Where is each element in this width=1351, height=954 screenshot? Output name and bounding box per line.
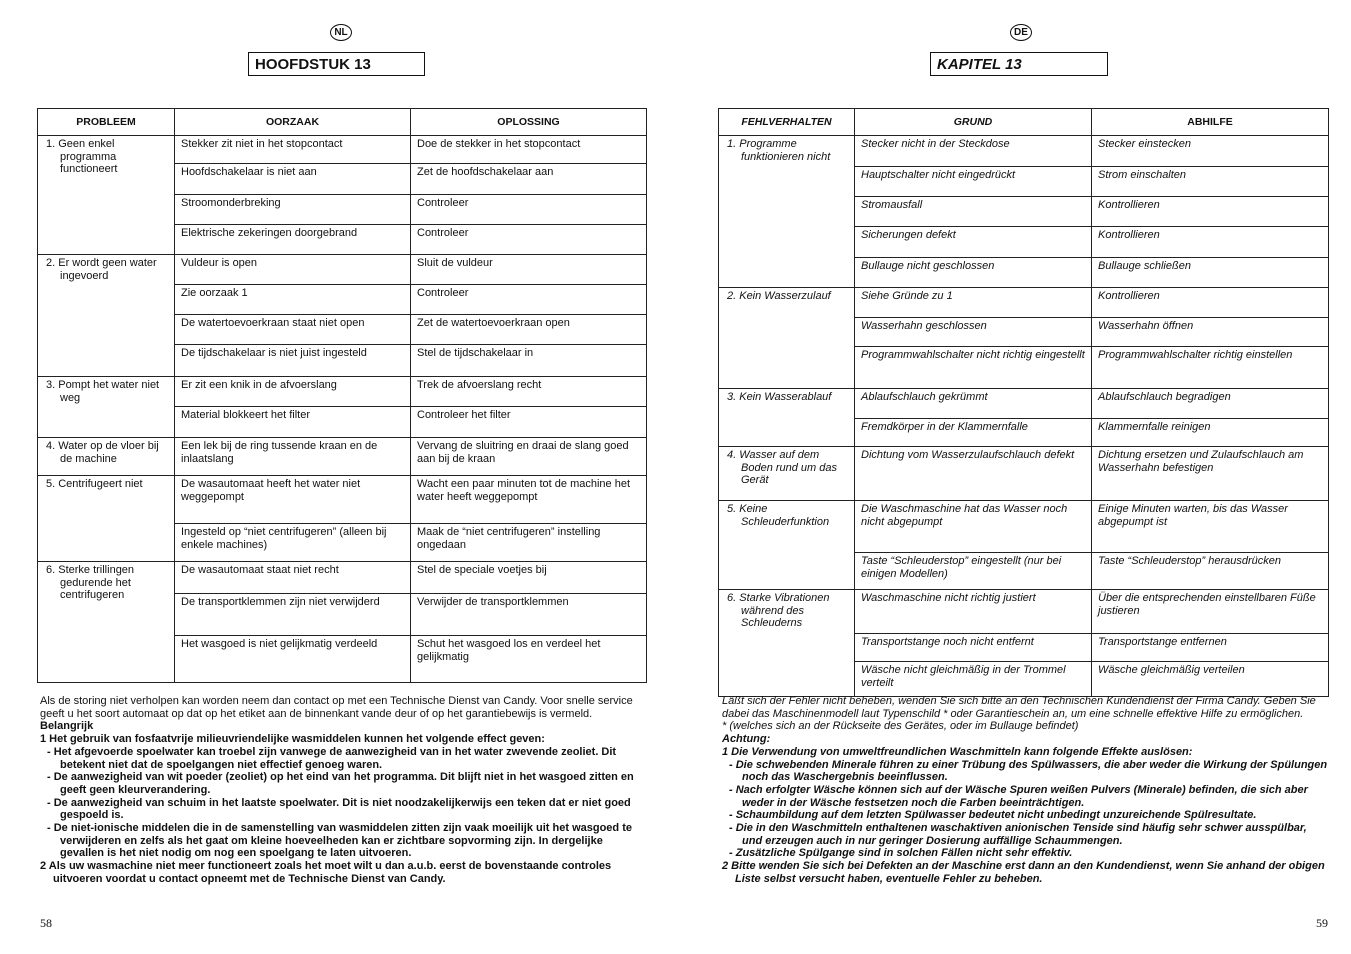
notes-section	[40, 695, 640, 886]
table-row	[38, 255, 647, 285]
note-bullet: - Die schwebenden Minerale führen zu einer Trübung des Spülwassers, die aber weder die Wirkung der Spülungen noch das Waschergebnis beeinflussen.	[729, 758, 1328, 784]
note-bullet: - Nach erfolgter Wäsche können sich auf der Wäsche Spuren weißen Pulvers (Minerale) befinden, die sich aber weder in der Wäsche festsetzen noch die Farben beeinträchtigen.	[729, 783, 1308, 809]
note-bullet: - De aanwezigheid van wit poeder (zeoliet) op het eind van het programma. Dit blijft niet in het wasgoed zitten en geeft geen kleurverandering.	[47, 771, 634, 796]
cause-cell: De tijdschakelaar is niet juist ingesteld	[175, 345, 411, 377]
problem-cell	[719, 590, 855, 697]
problem-text: 6. Starke Vibrationen während des Schleuderns	[727, 592, 830, 629]
table-row	[719, 501, 1329, 553]
troubleshooting-table	[37, 108, 647, 683]
note-bullet: - Het afgevoerde spoelwater kan troebel zijn vanwege de aanwezigheid van in het water zwevende zeoliet. Dit betekent niet dat de spoelgangen niet effectief genoeg waren.	[47, 745, 617, 771]
solution-cell: Wacht een paar minuten tot de machine het water heeft weggepompt	[411, 476, 647, 524]
chapter-title: KAPITEL 13	[930, 52, 1108, 76]
problem-cell	[38, 562, 175, 683]
header-cause: OORZAAK	[175, 109, 411, 136]
cause-cell: Wasserhahn geschlossen	[855, 318, 1092, 347]
cause-cell: Het wasgoed is niet gelijkmatig verdeeld	[175, 636, 411, 683]
cause-cell: Bullauge nicht geschlossen	[855, 258, 1092, 288]
solution-cell: Kontrollieren	[1092, 288, 1329, 318]
cause-cell: Stecker nicht in der Steckdose	[855, 136, 1092, 167]
solution-cell: Taste “Schleuderstop” herausdrücken	[1092, 553, 1329, 590]
solution-cell: Maak de “niet centrifugeren” instelling ongedaan	[411, 524, 647, 562]
note-point-2: 2 Bitte wenden Sie sich bei Defekten an der Maschine erst dann an den Kundendienst, wenn Sie anhand der obigen Liste selbst versucht haben, eventuelle Fehler zu beheben.	[722, 860, 1325, 885]
header-cause: GRUND	[855, 109, 1092, 136]
solution-cell: Stecker einstecken	[1092, 136, 1329, 167]
solution-cell: Klammernfalle reinigen	[1092, 419, 1329, 447]
problem-cell	[719, 447, 855, 501]
cause-cell: Taste “Schleuderstop” eingestellt (nur bei einigen Modellen)	[855, 553, 1092, 590]
page-left	[0, 0, 675, 954]
solution-cell: Kontrollieren	[1092, 197, 1329, 227]
table-row	[38, 438, 647, 476]
header-problem: FEHLVERHALTEN	[719, 109, 855, 136]
note-bullets	[40, 746, 640, 860]
cause-cell: De wasautomaat staat niet recht	[175, 562, 411, 594]
solution-cell: Verwijder de transportklemmen	[411, 594, 647, 636]
note-bullet: - De aanwezigheid van schuim in het laatste spoelwater. Dit is niet noodzakelijkerwijs een teken dat er niet goed gespoeld is.	[47, 796, 631, 822]
cause-cell: Stroomonderbreking	[175, 195, 411, 225]
problem-cell	[38, 377, 175, 438]
table-row	[38, 562, 647, 594]
cause-cell: Wäsche nicht gleichmäßig in der Trommel verteilt	[855, 662, 1092, 697]
solution-cell: Bullauge schließen	[1092, 258, 1329, 288]
table-header-row	[38, 109, 647, 136]
solution-cell: Ablaufschlauch begradigen	[1092, 389, 1329, 419]
solution-cell: Zet de watertoevoerkraan open	[411, 315, 647, 345]
table-row	[719, 136, 1329, 167]
table-row	[719, 288, 1329, 318]
problem-text: 6. Sterke trillingen gedurende het centrifugeren	[46, 564, 135, 601]
page-number: 59	[1316, 916, 1328, 930]
solution-cell: Programmwahlschalter richtig einstellen	[1092, 347, 1329, 389]
cause-cell: De watertoevoerkraan staat niet open	[175, 315, 411, 345]
solution-cell: Schut het wasgoed los en verdeel het gelijkmatig	[411, 636, 647, 683]
problem-cell	[719, 288, 855, 389]
note-bullet: - Schaumbildung auf dem letzten Spülwasser bedeutet nicht unbedingt unzureichende Spülresultate.	[729, 809, 1257, 822]
cause-cell: Hauptschalter nicht eingedrückt	[855, 167, 1092, 197]
cause-cell: Zie oorzaak 1	[175, 285, 411, 315]
cause-cell: Fremdkörper in der Klammernfalle	[855, 419, 1092, 447]
cause-cell: Waschmaschine nicht richtig justiert	[855, 590, 1092, 634]
note-point-2: 2 Als uw wasmachine niet meer functioneert zoals het moet wilt u dan a.u.b. eerst de bovenstaande controles uitvoeren voordat u contact opneemt met de Technische Dienst van Candy.	[40, 860, 612, 885]
solution-cell: Transportstange entfernen	[1092, 634, 1329, 662]
header-solution: OPLOSSING	[411, 109, 647, 136]
problem-cell	[719, 501, 855, 590]
problem-cell	[38, 255, 175, 377]
cause-cell: Dichtung vom Wasserzulaufschlauch defekt	[855, 447, 1092, 501]
problem-text: 1. Geen enkel programma functioneert	[46, 138, 118, 175]
header-solution: ABHILFE	[1092, 109, 1329, 136]
solution-cell: Über die entsprechenden einstellbaren Füße justieren	[1092, 590, 1329, 634]
cause-cell: Een lek bij de ring tussende kraan en de inlaatslang	[175, 438, 411, 476]
note-bullet: - Die in den Waschmitteln enthaltenen waschaktiven anionischen Tenside sind häufig sehr schwer ausspülbar, und erzeugen auch in nur geringer Dosierung auffällige Schaummengen.	[729, 822, 1307, 847]
table-row	[38, 377, 647, 407]
solution-cell: Dichtung ersetzen und Zulaufschlauch am Wasserhahn befestigen	[1092, 447, 1329, 501]
solution-cell: Kontrollieren	[1092, 227, 1329, 258]
cause-cell: De transportklemmen zijn niet verwijderd	[175, 594, 411, 636]
cause-cell: Stekker zit niet in het stopcontact	[175, 136, 411, 164]
notes-section	[722, 695, 1328, 886]
problem-cell	[719, 136, 855, 288]
solution-cell: Stel de speciale voetjes bij	[411, 562, 647, 594]
cause-cell: Er zit een knik in de afvoerslang	[175, 377, 411, 407]
solution-cell: Controleer	[411, 195, 647, 225]
note-heading: Achtung:	[722, 733, 771, 746]
table-row	[719, 590, 1329, 634]
problem-text: 2. Er wordt geen water ingevoerd	[46, 257, 157, 282]
note-bullet: - Zusätzliche Spülgange sind in solchen Fällen nicht sehr effektiv.	[729, 847, 1073, 860]
solution-cell: Wäsche gleichmäßig verteilen	[1092, 662, 1329, 697]
problem-text: 5. Centrifugeert niet	[46, 478, 143, 490]
problem-text: 3. Pompt het water niet weg	[46, 379, 160, 404]
solution-cell: Controleer	[411, 225, 647, 255]
chapter-title: HOOFDSTUK 13	[248, 52, 425, 76]
solution-cell: Stel de tijdschakelaar in	[411, 345, 647, 377]
problem-cell	[38, 476, 175, 562]
note-heading: Belangrijk	[40, 720, 94, 733]
table-row	[38, 476, 647, 524]
note-bullets	[722, 759, 1328, 861]
cause-cell: Programmwahlschalter nicht richtig eingestellt	[855, 347, 1092, 389]
cause-cell: Ingesteld op “niet centrifugeren” (alleen bij enkele machines)	[175, 524, 411, 562]
cause-cell: Material blokkeert het filter	[175, 407, 411, 438]
note-bullet: - De niet-ionische middelen die in de samenstelling van wasmiddelen zitten zijn vaak moeilijk uit het wasgoed te verwijderen en zelfs als het gaat om kleine hoeveelheden kan er zichtbare sopvorming zijn. In dergelijke gevallen is het niet nodig om nog een spoelgang te laten uitvoeren.	[47, 822, 632, 860]
solution-cell: Vervang de sluitring en draai de slang goed aan bij de kraan	[411, 438, 647, 476]
cause-cell: Sicherungen defekt	[855, 227, 1092, 258]
solution-cell: Controleer het filter	[411, 407, 647, 438]
language-badge-de: DE	[1010, 24, 1032, 41]
solution-cell: Einige Minuten warten, bis das Wasser abgepumpt ist	[1092, 501, 1329, 553]
problem-cell	[38, 136, 175, 255]
problem-cell	[38, 438, 175, 476]
page-number: 58	[40, 916, 52, 930]
troubleshooting-table	[718, 108, 1329, 697]
problem-text: 2. Kein Wasserzulauf	[727, 290, 831, 302]
header-problem: PROBLEEM	[38, 109, 175, 136]
problem-text: 5. Keine Schleuderfunktion	[727, 503, 830, 528]
table-header-row	[719, 109, 1329, 136]
solution-cell: Wasserhahn öffnen	[1092, 318, 1329, 347]
note-intro: Läßt sich der Fehler nicht beheben, wenden Sie sich bitte an den Technischen Kundendienst der Firma Candy. Geben Sie dabei das Maschinenmodell laut Typenschild * oder Garantieschein an, um eine schnelle effektive Hilfe zu ermöglichen.	[722, 695, 1316, 720]
cause-cell: Siehe Gründe zu 1	[855, 288, 1092, 318]
solution-cell: Strom einschalten	[1092, 167, 1329, 197]
cause-cell: Die Waschmaschine hat das Wasser noch nicht abgepumpt	[855, 501, 1092, 553]
problem-cell	[719, 389, 855, 447]
cause-cell: Ablaufschlauch gekrümmt	[855, 389, 1092, 419]
problem-text: 4. Water op de vloer bij de machine	[46, 440, 159, 465]
table-row	[719, 447, 1329, 501]
cause-cell: Transportstange noch nicht entfernt	[855, 634, 1092, 662]
problem-text: 3. Kein Wasserablauf	[727, 391, 832, 403]
table-row	[719, 389, 1329, 419]
cause-cell: Hoofdschakelaar is niet aan	[175, 164, 411, 195]
problem-text: 1. Programme funktionieren nicht	[727, 138, 831, 163]
cause-cell: Stromausfall	[855, 197, 1092, 227]
page-right	[676, 0, 1351, 954]
note-intro: Als de storing niet verholpen kan worden neem dan contact op met een Technische Dienst van Candy. Voor snelle service geeft u het soort automaat op dat op het etiket aan de binnenkant vande deur of op het garantiebewijs is vermeld.	[40, 695, 633, 720]
table-row	[38, 136, 647, 164]
solution-cell: Zet de hoofdschakelaar aan	[411, 164, 647, 195]
solution-cell: Controleer	[411, 285, 647, 315]
solution-cell: Sluit de vuldeur	[411, 255, 647, 285]
language-badge-nl: NL	[330, 24, 352, 41]
note-point-1: 1 Die Verwendung von umweltfreundlichen Waschmitteln kann folgende Effekte auslösen:	[722, 745, 1193, 758]
note-point-1: 1 Het gebruik van fosfaatvrije milieuvriendelijke wasmiddelen kunnen het volgende effect geven:	[40, 733, 545, 746]
note-footnote: * (welches sich an der Rückseite des Gerätes, oder im Bullauge befindet)	[722, 720, 1079, 733]
problem-text: 4. Wasser auf dem Boden rund um das Gerät	[727, 449, 838, 486]
cause-cell: Elektrische zekeringen doorgebrand	[175, 225, 411, 255]
solution-cell: Doe de stekker in het stopcontact	[411, 136, 647, 164]
solution-cell: Trek de afvoerslang recht	[411, 377, 647, 407]
cause-cell: De wasautomaat heeft het water niet weggepompt	[175, 476, 411, 524]
cause-cell: Vuldeur is open	[175, 255, 411, 285]
